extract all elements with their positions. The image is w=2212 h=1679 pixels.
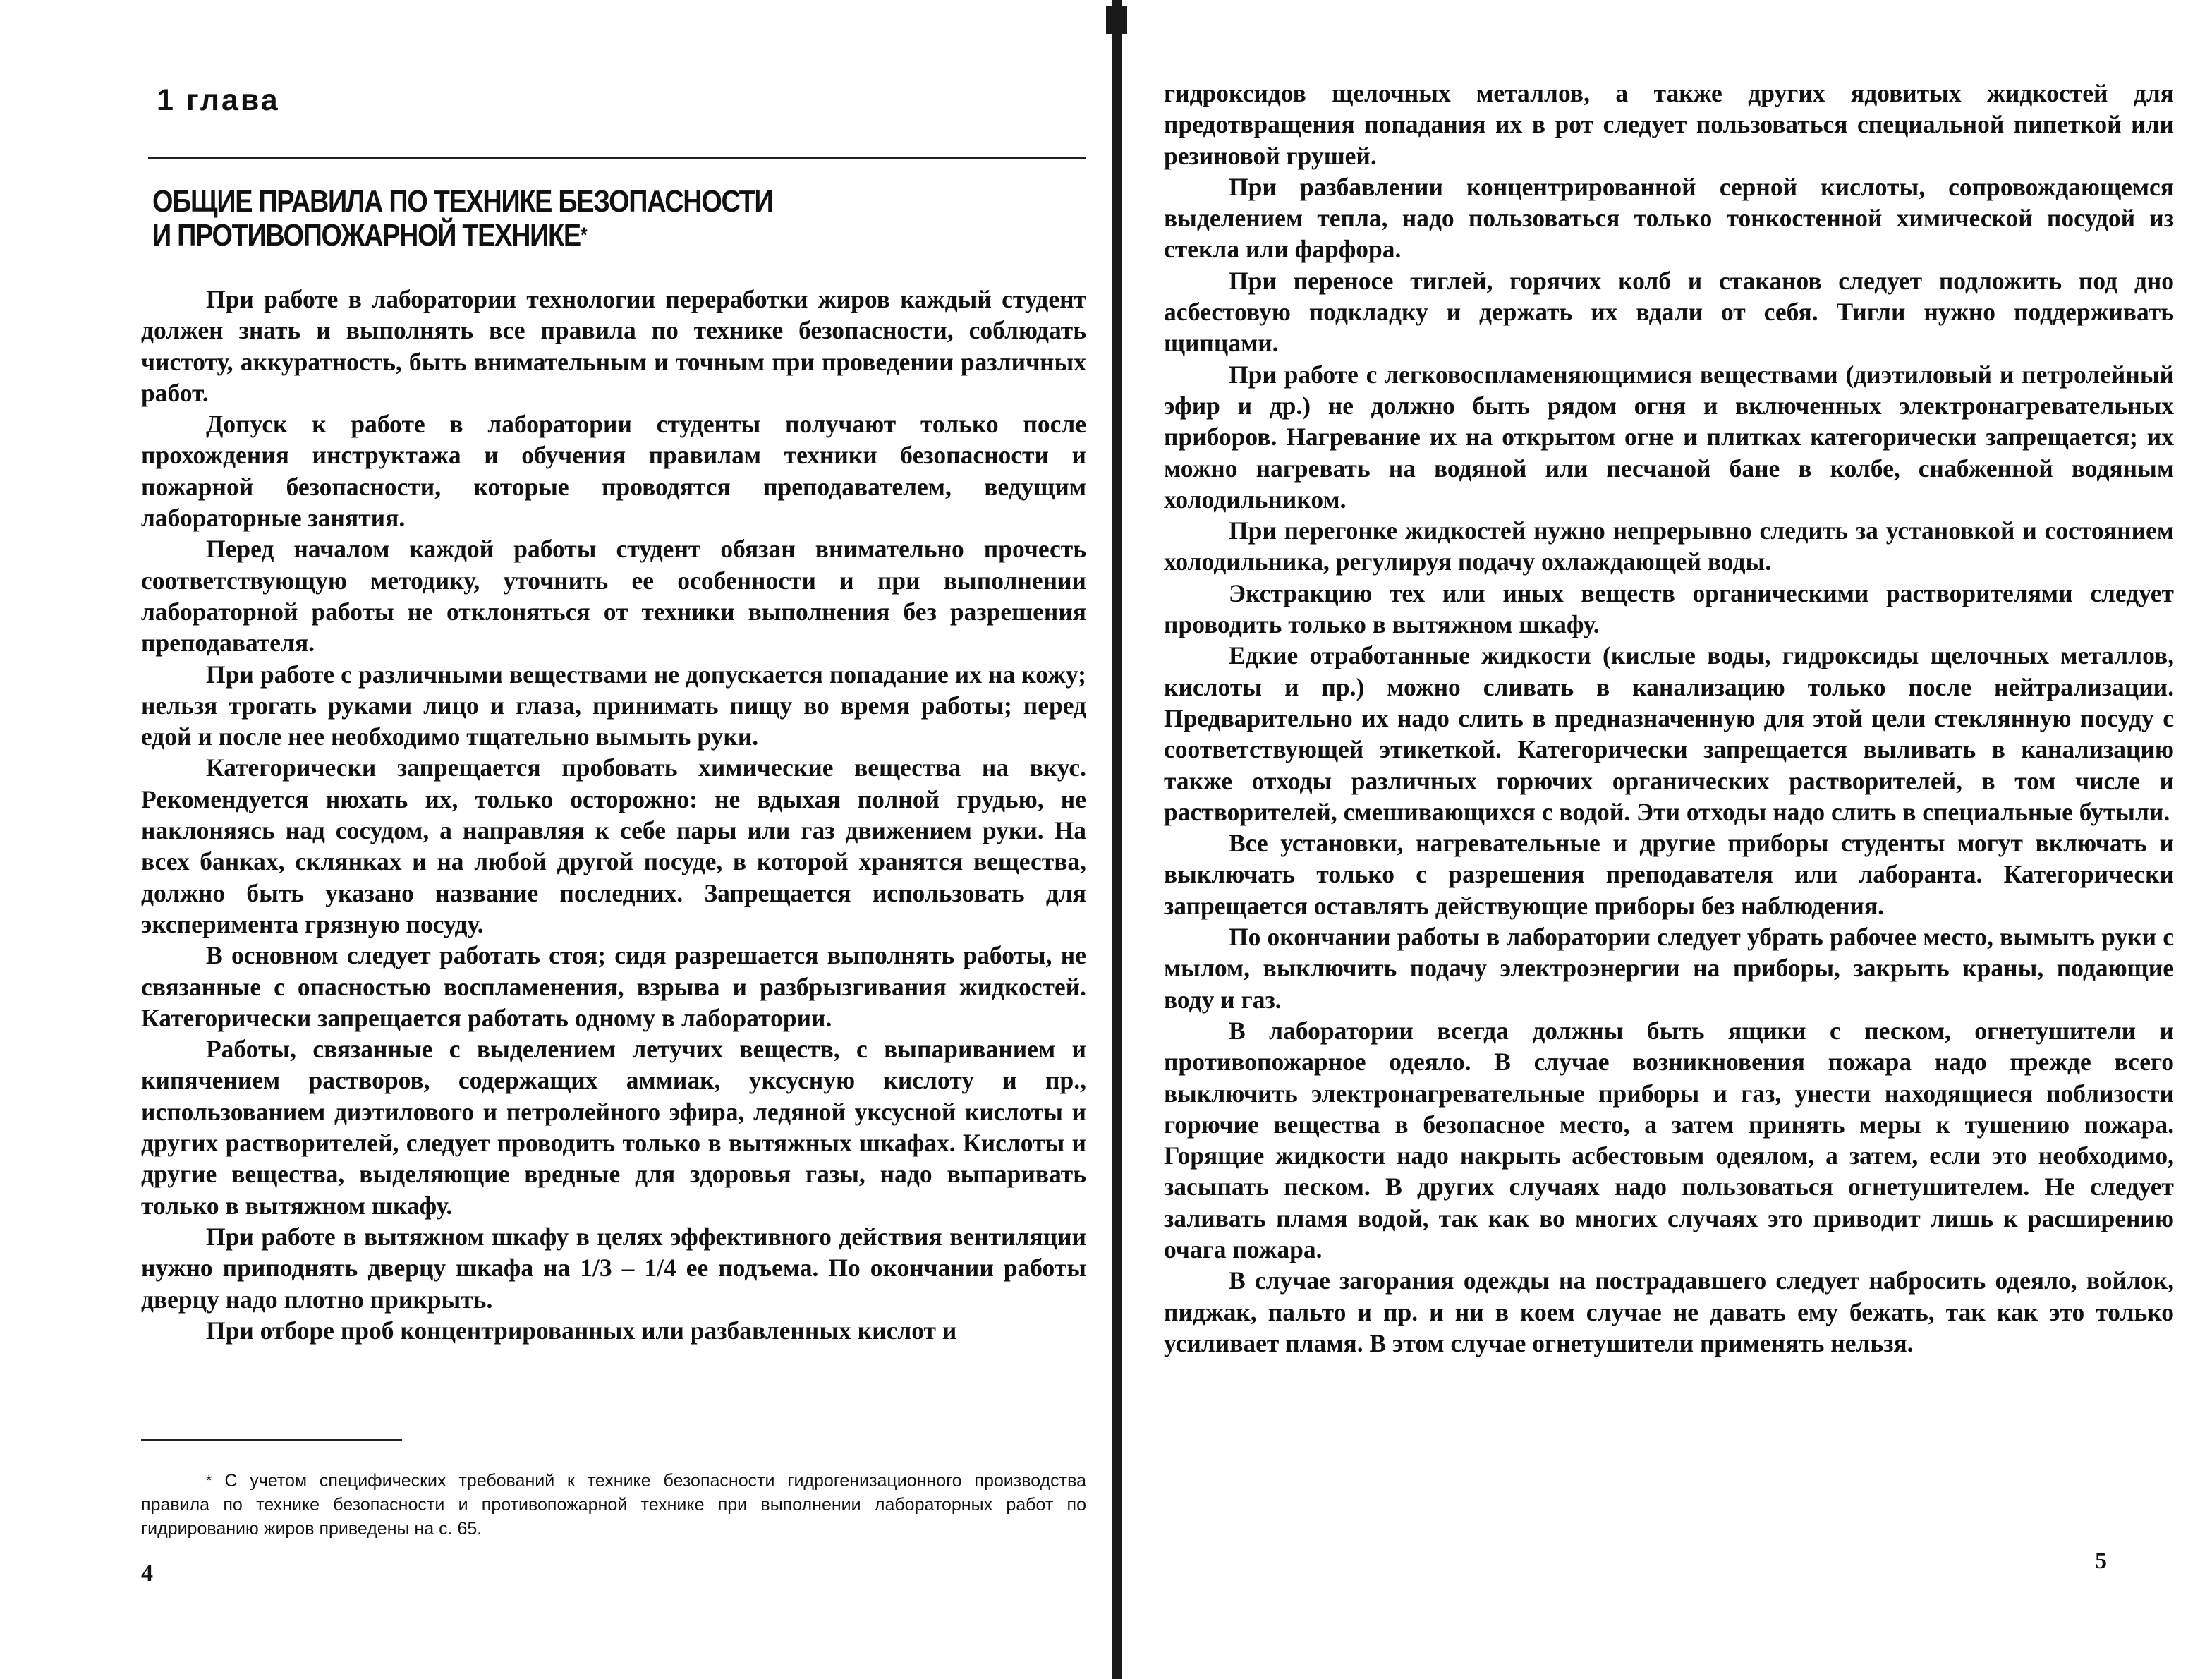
book-spine bbox=[1112, 0, 1122, 1679]
paragraph-continued: гидроксидов щелочных металлов, а также других ядовитых жидкостей для предотвращения попадания их в рот следует пользоваться специальной пипеткой или резиновой грушей. bbox=[1164, 79, 2174, 170]
right-page bbox=[1129, 0, 2212, 1679]
page-number-left: 4 bbox=[141, 1560, 153, 1587]
paragraph: В случае загорания одежды на пострадавшего следует набросить одеяло, войлок, пиджак, пальто и пр. и ни в коем случае не давать ему бежать, так как это только усиливает пламя. В этом случае огнетушители применять нельзя. bbox=[1164, 1266, 2174, 1357]
footnote bbox=[141, 1469, 1086, 1541]
page-number-right: 5 bbox=[2095, 1548, 2107, 1574]
paragraph: По окончании работы в лаборатории следует убрать рабочее место, вымыть руки с мылом, выключить подачу электроэнергии на приборы, закрыть краны, подающие воду и газ. bbox=[1164, 923, 2174, 1014]
section-title-line-1: ОБЩИЕ ПРАВИЛА ПО ТЕХНИКЕ БЕЗОПАСНОСТИ bbox=[152, 184, 773, 219]
paragraph: При перегонке жидкостей нужно непрерывно следить за установкой и состоянием холодильника, регулируя подачу охлаждающей воды. bbox=[1164, 516, 2174, 576]
chapter-rule bbox=[148, 157, 1086, 159]
paragraph: При разбавлении концентрированной серной кислоты, сопровождающемся выделением тепла, надо пользоваться только тонкостенной химической посудой из стекла или фарфора. bbox=[1164, 172, 2174, 264]
left-body-text bbox=[141, 284, 1086, 1346]
paragraph: Допуск к работе в лаборатории студенты получают только после прохождения инструктажа и обучения правилам техники безопасности и пожарной безопасности, которые проводятся преподавателем, ведущим лабораторные занятия. bbox=[141, 410, 1086, 533]
paragraph: При работе с различными веществами не допускается попадание их на кожу; нельзя трогать руками лицо и глаза, принимать пищу во время работы; перед едой и после нее необходимо тщательно вымыть руки. bbox=[141, 660, 1086, 751]
paragraph: Экстракцию тех или иных веществ органическими растворителями следует проводить только в вытяжном шкафу. bbox=[1164, 578, 2174, 639]
footnote-text: С учетом специфических требований к технике безопасности гидрогенизационного производства правила по технике безопасности и противопожарной технике при выполнении лабораторных работ по гидрированию жиров приведены на с. 65. bbox=[141, 1471, 1086, 1539]
paragraph: При работе в вытяжном шкафу в целях эффективного действия вентиляции нужно приподнять дверцу шкафа на 1/3 – 1/4 ее подъема. По окончании работы дверцу надо плотно прикрыть. bbox=[141, 1222, 1086, 1314]
paragraph: При работе с легковоспламеняющимися веществами (диэтиловый и петролейный эфир и др.) не должно быть рядом огня и включенных электронагревательных приборов. Нагревание их на открытом огне и плитках категорически запрещается; их можно нагревать на водяной или песчаной бане в колбе, снабженной водяным холодильником. bbox=[1164, 360, 2174, 514]
title-footnote-marker: * bbox=[580, 224, 587, 247]
paragraph: В основном следует работать стоя; сидя разрешается выполнять работы, не связанные с опасностью воспламенения, взрыва и разбрызгивания жидкостей. Категорически запрещается работать одному в лаборатории. bbox=[141, 941, 1086, 1032]
section-title bbox=[152, 185, 941, 253]
paragraph: При отборе проб концентрированных или разбавленных кислот и bbox=[206, 1316, 957, 1345]
paragraph: В лаборатории всегда должны быть ящики с песком, огнетушители и противопожарное одеяло. В случае возникновения пожара надо прежде всего выключить электронагревательные приборы и газ, унести находящиеся поблизости горючие вещества в безопасное место, а затем принять меры к тушению пожара. Горящие жидкости надо накрыть асбестовым одеялом, а затем, если это необходимо, засыпать песком. В других случаях надо пользоваться огнетушителем. Не следует заливать пламя водой, так как во многих случаях это приводит лишь к расширению очага пожара. bbox=[1164, 1016, 2174, 1263]
footnote-marker: * bbox=[206, 1472, 212, 1489]
chapter-label: 1 глава bbox=[157, 83, 280, 117]
right-body-text bbox=[1164, 78, 2174, 1359]
paragraph: При работе в лаборатории технологии переработки жиров каждый студент должен знать и выполнять все правила по технике безопасности, соблюдать чистоту, аккуратность, быть внимательным и точным при проведении различных работ. bbox=[141, 285, 1086, 407]
paragraph: Перед началом каждой работы студент обязан внимательно прочесть соответствующую методику, уточнить ее особенности и при выполнении лабораторной работы не отклоняться от техники выполнения без разрешения преподавателя. bbox=[141, 535, 1086, 657]
footnote-rule bbox=[141, 1439, 402, 1441]
paragraph: Категорически запрещается пробовать химические вещества на вкус. Рекомендуется нюхать их, только осторожно: не вдыхая полной грудью, не наклоняясь над сосудом, а направляя к себе пары или газ движением руки. На всех банках, склянках и на любой другой посуде, в которой хранятся вещества, должно быть указано название последних. Запрещается использовать для эксперимента грязную посуду. bbox=[141, 753, 1086, 938]
paragraph: При переносе тиглей, горячих колб и стаканов следует подложить под дно асбестовую подкладку и держать их вдали от себя. Тигли нужно поддерживать щипцами. bbox=[1164, 266, 2174, 358]
paragraph: Все установки, нагревательные и другие приборы студенты могут включать и выключать только с разрешения преподавателя или лаборанта. Категорически запрещается оставлять действующие приборы без наблюдения. bbox=[1164, 829, 2174, 920]
paragraph: Едкие отработанные жидкости (кислые воды, гидроксиды щелочных металлов, кислоты и пр.) можно сливать в канализацию только после нейтрализации. Предварительно их надо слить в предназначенную для этой цели стеклянную посуду с соответствующей этикеткой. Категорически запрещается выливать в канализацию также отходы различных горючих органических растворителей, в том числе и растворителей, смешивающихся с водой. Эти отходы надо слить в специальные бутыли. bbox=[1164, 641, 2174, 826]
paragraph: Работы, связанные с выделением летучих веществ, с выпариванием и кипячением растворов, содержащих аммиак, уксусную кислоту и пр., использованием диэтилового и петролейного эфира, ледяной уксусной кислоты и других растворителей, следует проводить только в вытяжных шкафах. Кислоты и другие вещества, выделяющие вредные для здоровья газы, надо выпаривать только в вытяжном шкафу. bbox=[141, 1035, 1086, 1220]
section-title-line-2: И ПРОТИВОПОЖАРНОЙ ТЕХНИКЕ bbox=[152, 218, 581, 253]
